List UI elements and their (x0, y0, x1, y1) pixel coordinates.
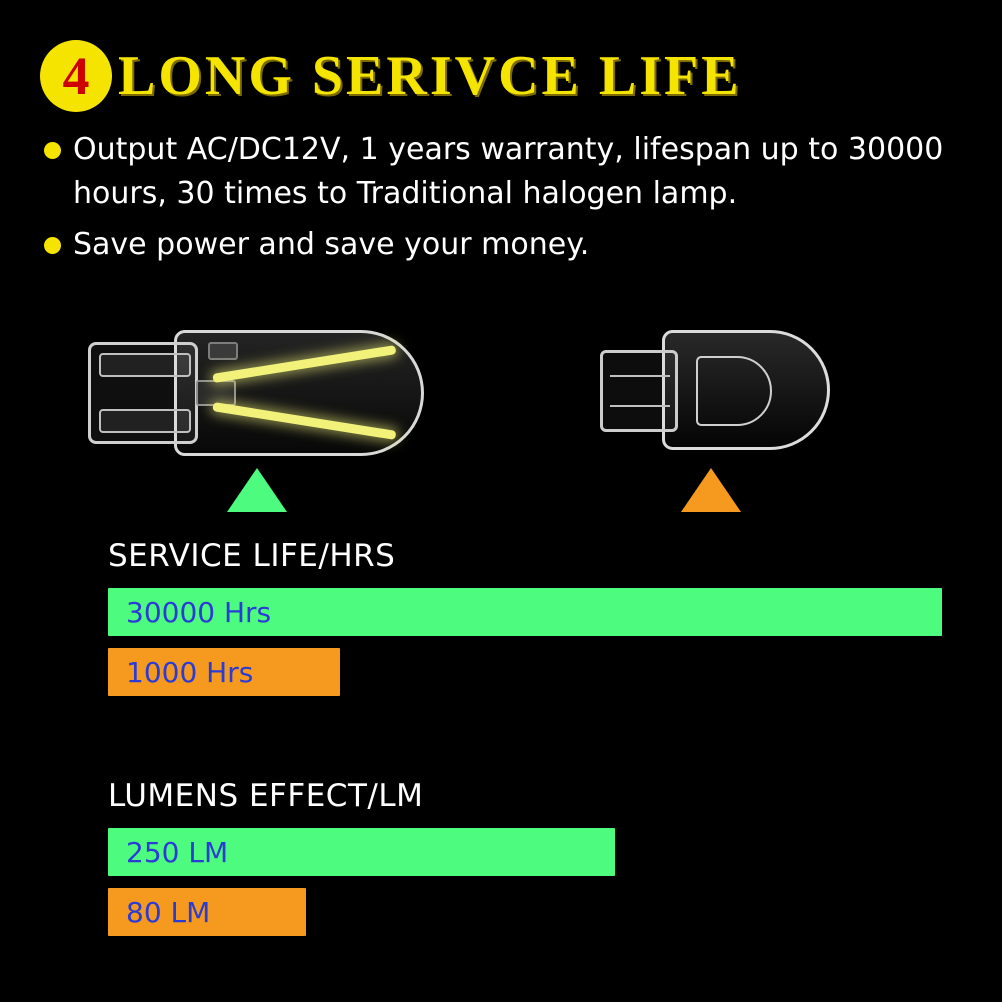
page-title: LONG SERIVCE LIFE (118, 45, 742, 107)
chart-title: SERVICE LIFE/HRS (108, 538, 396, 574)
led-bulb-icon (88, 330, 458, 460)
bar-label: 80 LM (126, 895, 211, 929)
bar-label: 250 LM (126, 835, 229, 869)
halogen-bulb-inner-glass (696, 356, 772, 426)
bar-label: 30000 Hrs (126, 595, 272, 629)
list-item (44, 223, 964, 267)
halogen-bulb-icon (600, 330, 830, 460)
bar-halogen-lumens (108, 888, 306, 936)
feature-bullet-list (44, 128, 964, 273)
step-number-badge: 4 (40, 40, 112, 112)
bar-led-lumens (108, 828, 615, 876)
bullet-text: Save power and save your money. (73, 226, 590, 262)
bulb-comparison-illustration (0, 320, 1002, 520)
bar-led-service-life (108, 588, 942, 636)
list-item (44, 128, 964, 217)
bullet-dot-icon (44, 237, 61, 254)
service-life-chart (108, 538, 968, 708)
header (40, 36, 960, 116)
halogen-bulb-base (600, 350, 678, 432)
chart-title: LUMENS EFFECT/LM (108, 778, 424, 814)
led-bulb-base (88, 342, 198, 444)
led-chip-top-icon (208, 342, 238, 360)
bar-label: 1000 Hrs (126, 655, 254, 689)
green-arrow-icon (227, 468, 287, 512)
bullet-text: Output AC/DC12V, 1 years warranty, lifespan up to 30000 hours, 30 times to Traditional halogen lamp. (73, 132, 944, 212)
lumens-effect-chart (108, 778, 968, 948)
bullet-dot-icon (44, 142, 61, 159)
orange-arrow-icon (681, 468, 741, 512)
bar-halogen-service-life (108, 648, 340, 696)
